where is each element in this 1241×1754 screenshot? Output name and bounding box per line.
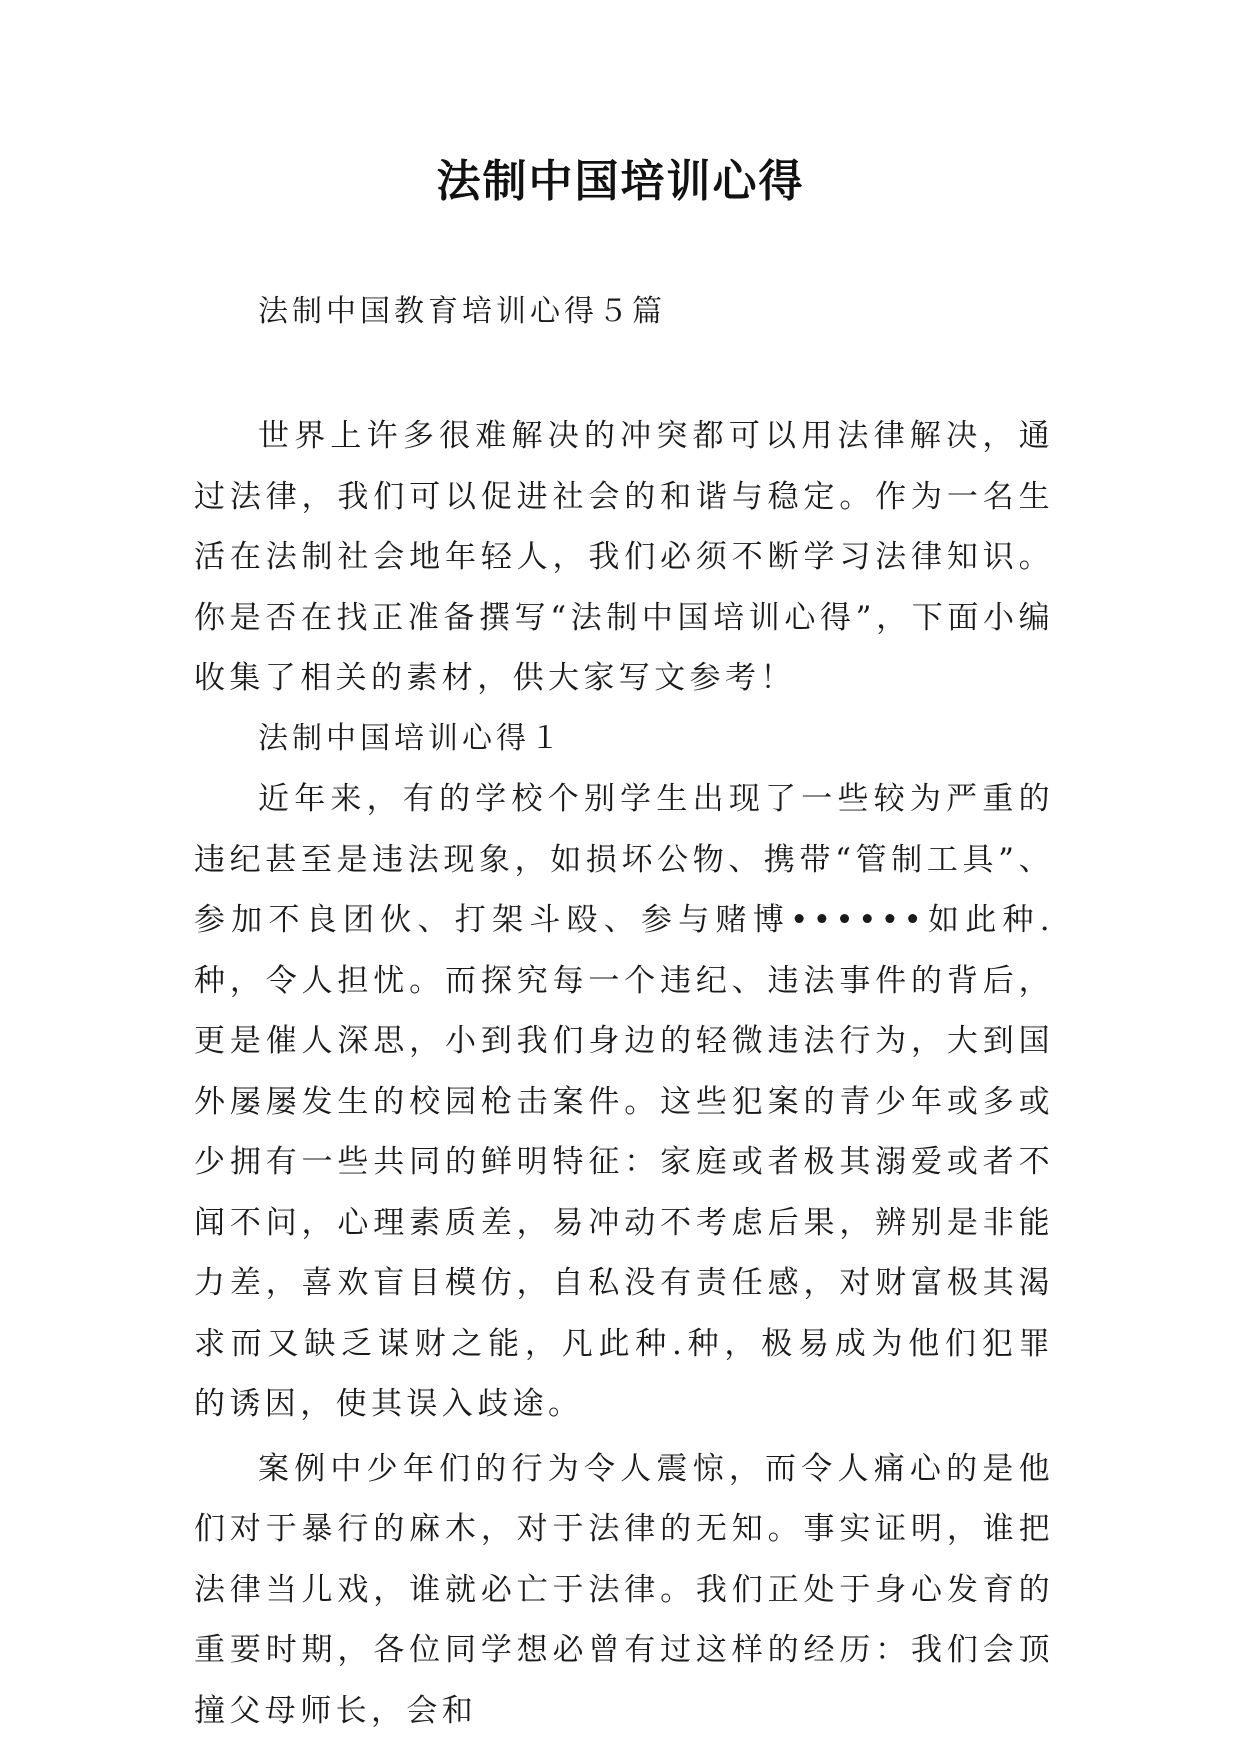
document-body: [194, 406, 1054, 1741]
intro-paragraph: 世界上许多很难解决的冲突都可以用法律解决，通过法律，我们可以促进社会的和谐与稳定。作为一名生活在法制社会地年轻人，我们必须不断学习法律知识。你是否在找正准备撰写“法制中国培训心得”，下面小编收集了相关的素材，供大家写文参考！: [194, 418, 1054, 696]
document-title: 法制中国培训心得: [436, 156, 805, 207]
body-paragraph-1: 近年来，有的学校个别学生出现了一些较为严重的违纪甚至是违法现象，如损坏公物、携带“管制工具”、参加不良团伙、打架斗殴、参与赌博••••••如此种.种，令人担忧。而探究每一个违纪、违法事件的背后，更是催人深思，小到我们身边的轻微违法行为，大到国外屡屡发生的校园枪击案件。这些犯案的青少年或多或少拥有一些共同的鲜明特征：家庭或者极其溺爱或者不闻不问，心理素质差，易冲动不考虑后果，辨别是非能力差，喜欢盲目模仿，自私没有责任感，对财富极其渴求而又缺乏谋财之能，凡此种.种，极易成为他们犯罪的诱因，使其误入歧途。: [194, 781, 1054, 1422]
section-heading: 法制中国培训心得１: [258, 720, 564, 756]
body-paragraph-2: 案例中少年们的行为令人震惊，而令人痛心的是他们对于暴行的麻木，对于法律的无知。事实证明，谁把法律当儿戏，谁就必亡于法律。我们正处于身心发育的重要时期，各位同学想必曾有过这样的经历：我们会顶撞父母师长，会和: [194, 1450, 1054, 1729]
document-subtitle: 法制中国教育培训心得５篇: [258, 294, 666, 329]
